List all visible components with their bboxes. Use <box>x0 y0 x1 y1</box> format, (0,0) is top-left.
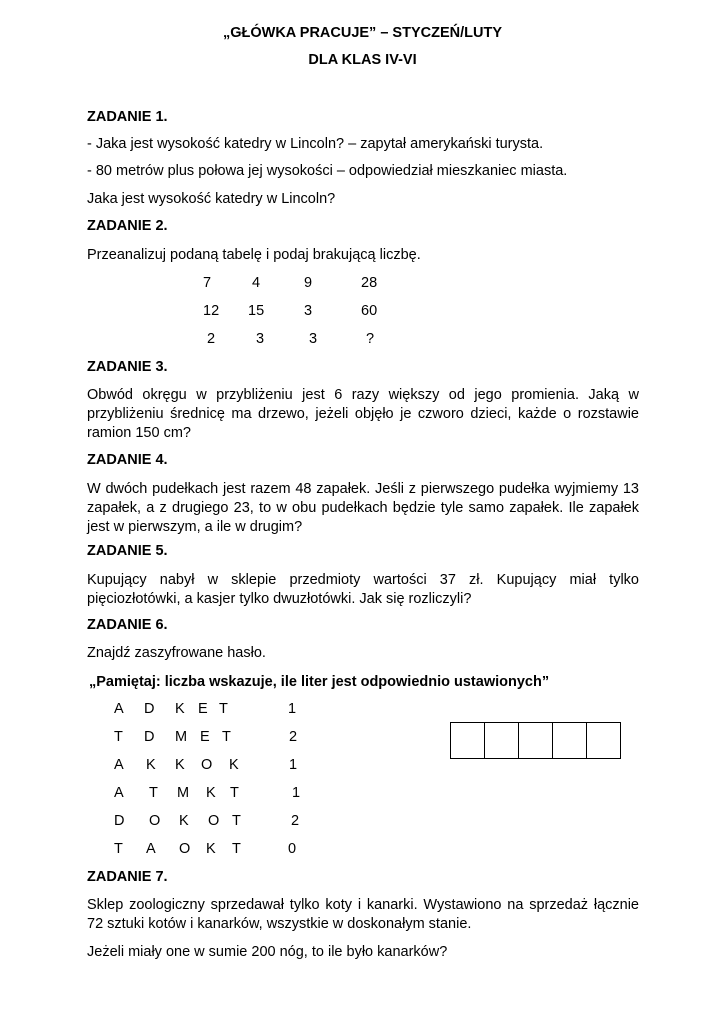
cipher-letter: K <box>175 757 185 773</box>
table-cell: 60 <box>361 303 378 319</box>
page-title: „GŁÓWKA PRACUJE” – STYCZEŃ/LUTY <box>222 25 502 41</box>
task7-question: Jeżeli miały one w sumie 200 nóg, to ile było kanarków? <box>87 944 448 960</box>
cipher-count: 1 <box>289 757 298 773</box>
cipher-letter: D <box>114 813 125 829</box>
cipher-letter: O <box>201 757 213 773</box>
task7-text: Sklep zoologiczny sprzedawał tylko koty i kanarki. Wystawiono na sprzedaż łącznie 72 sztuki kotów i kanarków, wszystkie w doskonałym stanie. <box>87 897 639 932</box>
table-cell: 3 <box>304 303 313 319</box>
cipher-letter: O <box>149 813 161 829</box>
cipher-count: 1 <box>288 701 297 717</box>
table-cell: 9 <box>304 275 313 291</box>
table-cell: 4 <box>252 275 261 291</box>
answer-cell[interactable] <box>451 723 485 758</box>
table-cell: 3 <box>309 331 318 347</box>
cipher-letter: T <box>230 785 239 801</box>
task1-line: - Jaka jest wysokość katedry w Lincoln? – zapytał amerykański turysta. <box>87 136 544 152</box>
task3-heading: ZADANIE 3. <box>87 359 168 375</box>
cipher-letter: K <box>206 841 216 857</box>
cipher-count: 0 <box>288 841 297 857</box>
cipher-letter: K <box>206 785 216 801</box>
cipher-letter: T <box>114 841 123 857</box>
cipher-letter: M <box>175 729 188 745</box>
cipher-letter: T <box>149 785 158 801</box>
task5-heading: ZADANIE 5. <box>87 543 168 559</box>
cipher-letter: T <box>232 841 241 857</box>
cipher-letter: T <box>232 813 241 829</box>
table-cell: ? <box>366 331 375 347</box>
task7-heading: ZADANIE 7. <box>87 869 168 885</box>
cipher-letter: O <box>208 813 220 829</box>
task1-line: Jaka jest wysokość katedry w Lincoln? <box>87 191 336 207</box>
answer-cell[interactable] <box>519 723 553 758</box>
cipher-letter: E <box>200 729 210 745</box>
cipher-letter: A <box>114 701 124 717</box>
table-cell: 7 <box>203 275 212 291</box>
cipher-letter: E <box>198 701 208 717</box>
task3-text: Obwód okręgu w przybliżeniu jest 6 razy większy od jego promienia. Jaką w przybliżeniu średnicę ma drzewo, jeżeli objęło je czworo dzieci, każde o rozstawie ramion 150 cm? <box>87 387 639 441</box>
answer-cell[interactable] <box>587 723 620 758</box>
cipher-count: 2 <box>289 729 298 745</box>
table-cell: 15 <box>248 303 265 319</box>
answer-cell[interactable] <box>553 723 587 758</box>
cipher-letter: A <box>146 841 156 857</box>
cipher-letter: D <box>144 729 155 745</box>
table-cell: 3 <box>256 331 265 347</box>
task2-heading: ZADANIE 2. <box>87 218 168 234</box>
task6-heading: ZADANIE 6. <box>87 617 168 633</box>
table-cell: 2 <box>207 331 216 347</box>
cipher-letter: O <box>179 841 191 857</box>
cipher-count: 1 <box>292 785 301 801</box>
cipher-letter: T <box>114 729 123 745</box>
table-cell: 12 <box>203 303 220 319</box>
cipher-letter: A <box>114 757 124 773</box>
task4-text: W dwóch pudełkach jest razem 48 zapałek. Jeśli z pierwszego pudełka wyjmiemy 13 zapałek, a z drugiego 23, to w obu pudełkach będzie tyle samo zapałek. Ile zapałek jest w pierwszym, a ile w drugim? <box>87 481 639 535</box>
page-subtitle: DLA KLAS IV-VI <box>308 52 417 68</box>
table-cell: 28 <box>361 275 378 291</box>
answer-cell[interactable] <box>485 723 519 758</box>
cipher-letter: K <box>146 757 156 773</box>
cipher-letter: D <box>144 701 155 717</box>
cipher-letter: K <box>229 757 239 773</box>
cipher-letter: A <box>114 785 124 801</box>
cipher-letter: T <box>219 701 228 717</box>
task6-text: Znajdź zaszyfrowane hasło. <box>87 645 266 661</box>
task1-line: - 80 metrów plus połowa jej wysokości – odpowiedział mieszkaniec miasta. <box>87 163 568 179</box>
task5-text: Kupujący nabył w sklepie przedmioty wartości 37 zł. Kupujący miał tylko pięciozłotówki, a kasjer tylko dwuzłotówki. Jak się rozliczyli? <box>87 572 639 607</box>
answer-grid <box>450 722 621 759</box>
task2-text: Przeanalizuj podaną tabelę i podaj brakującą liczbę. <box>87 247 421 263</box>
task6-hint: „Pamiętaj: liczba wskazuje, ile liter jest odpowiednio ustawionych” <box>89 674 550 690</box>
cipher-letter: K <box>179 813 189 829</box>
cipher-letter: M <box>177 785 190 801</box>
task1-heading: ZADANIE 1. <box>87 109 168 125</box>
task4-heading: ZADANIE 4. <box>87 452 168 468</box>
cipher-letter: T <box>222 729 231 745</box>
cipher-count: 2 <box>291 813 300 829</box>
cipher-letter: K <box>175 701 185 717</box>
